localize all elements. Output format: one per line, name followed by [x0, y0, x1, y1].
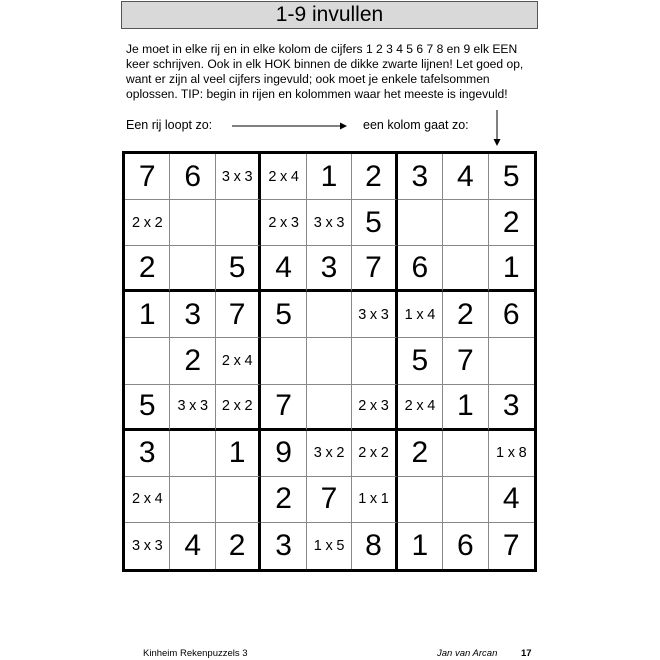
grid-cell-r7-c8[interactable]: [443, 431, 488, 477]
grid-cell-r2-c6: [352, 200, 397, 246]
grid-cell-r2-c4: [261, 200, 306, 246]
grid-cell-r8-c3[interactable]: [216, 477, 261, 523]
grid-cell-r9-c4: [261, 523, 306, 569]
column-direction-label: een kolom gaat zo:: [363, 118, 469, 132]
grid-cell-r4-c9: [489, 292, 534, 338]
grid-cell-r5-c8: [443, 338, 488, 384]
cell-multiplication: 1 x 4: [404, 306, 436, 323]
grid-cell-r7-c1: [125, 431, 170, 477]
grid-cell-r6-c6: [352, 385, 397, 431]
grid-cell-r6-c2: [170, 385, 215, 431]
cell-digit: 8: [365, 528, 382, 562]
grid-cell-r6-c5[interactable]: [307, 385, 352, 431]
cell-digit: 4: [275, 250, 292, 284]
cell-multiplication: 1 x 8: [496, 445, 527, 462]
grid-cell-r9-c3: [216, 523, 261, 569]
grid-cell-r7-c5: [307, 431, 352, 477]
cell-digit: 2: [365, 159, 382, 193]
grid-cell-r1-c9: [489, 154, 534, 200]
grid-cell-r3-c1: [125, 246, 170, 292]
cell-multiplication: 3 x 2: [313, 445, 345, 462]
cell-multiplication: 2 x 2: [132, 214, 163, 231]
cell-digit: 6: [456, 528, 474, 562]
row-direction-label: Een rij loopt zo:: [126, 118, 213, 132]
grid-cell-r4-c8: [443, 292, 488, 338]
column-arrow-icon: [492, 110, 502, 146]
grid-cell-r1-c4: [261, 154, 306, 200]
grid-cell-r2-c9: [489, 200, 534, 246]
grid-cell-r5-c2: [170, 338, 215, 384]
cell-digit: 2: [456, 297, 474, 331]
row-arrow-icon: [232, 121, 347, 131]
page-title: 1-9 invullen: [275, 3, 384, 26]
grid-cell-r1-c1: [125, 154, 170, 200]
cell-digit: 1: [320, 159, 338, 193]
cell-multiplication: 2 x 2: [221, 398, 253, 415]
grid-cell-r8-c8[interactable]: [443, 477, 488, 523]
cell-digit: 3: [320, 250, 338, 284]
instructions-text: Je moet in elke rij en in elke kolom de cijfers 1 2 3 4 5 6 7 8 en 9 elk EEN keer schrijven. Ook in elk HOK binnen de dikke zwarte lijnen! Let goed op, want er zijn al veel cijfers ingevuld; ook moet je enkele tafelsommen oplossen. TIP: begin in rijen en kolommen waar het meeste is ingevuld!: [126, 42, 524, 101]
cell-digit: 7: [320, 482, 338, 516]
cell-digit: 5: [502, 159, 520, 193]
cell-digit: 7: [138, 159, 156, 193]
grid-cell-r9-c6: [352, 523, 397, 569]
grid-cell-r2-c2[interactable]: [170, 200, 215, 246]
cell-digit: 7: [456, 343, 474, 377]
grid-cell-r6-c9: [489, 385, 534, 431]
grid-cell-r2-c1: [125, 200, 170, 246]
grid-cell-r1-c8: [443, 154, 488, 200]
footer-book-title: Kinheim Rekenpuzzels 3: [143, 648, 248, 659]
cell-multiplication: 3 x 3: [221, 168, 253, 185]
grid-cell-r1-c5: [307, 154, 352, 200]
cell-digit: 5: [411, 343, 429, 377]
grid-cell-r4-c6: [352, 292, 397, 338]
grid-cell-r3-c8[interactable]: [443, 246, 488, 292]
cell-multiplication: 2 x 3: [358, 398, 389, 415]
cell-digit: 2: [502, 205, 520, 239]
cell-digit: 6: [502, 297, 520, 331]
grid-cell-r6-c3: [216, 385, 261, 431]
cell-digit: 7: [275, 389, 292, 423]
cell-digit: 2: [228, 528, 246, 562]
cell-digit: 3: [411, 159, 429, 193]
cell-digit: 1: [138, 297, 156, 331]
cell-digit: 1: [228, 436, 246, 470]
cell-multiplication: 2 x 3: [268, 214, 299, 231]
grid-cell-r7-c4: [261, 431, 306, 477]
grid-cell-r7-c2[interactable]: [170, 431, 215, 477]
grid-cell-r2-c5: [307, 200, 352, 246]
grid-cell-r3-c4: [261, 246, 306, 292]
grid-cell-r7-c3: [216, 431, 261, 477]
cell-digit: 9: [275, 436, 292, 470]
grid-cell-r4-c5[interactable]: [307, 292, 352, 338]
grid-cell-r3-c2[interactable]: [170, 246, 215, 292]
grid-cell-r3-c5: [307, 246, 352, 292]
cell-multiplication: 3 x 3: [177, 398, 208, 415]
grid-cell-r9-c1: [125, 523, 170, 569]
grid-cell-r7-c9: [489, 431, 534, 477]
grid-cell-r3-c6: [352, 246, 397, 292]
cell-multiplication: 2 x 4: [132, 491, 163, 508]
grid-cell-r8-c5: [307, 477, 352, 523]
cell-digit: 1: [456, 389, 474, 423]
cell-digit: 3: [138, 436, 156, 470]
cell-digit: 4: [184, 528, 201, 562]
cell-digit: 5: [138, 389, 156, 423]
grid-cell-r6-c4: [261, 385, 306, 431]
grid-cell-r8-c7[interactable]: [398, 477, 443, 523]
grid-cell-r4-c7: [398, 292, 443, 338]
grid-cell-r1-c7: [398, 154, 443, 200]
grid-cell-r5-c9[interactable]: [489, 338, 534, 384]
cell-multiplication: 1 x 5: [313, 537, 345, 554]
cell-digit: 7: [228, 297, 246, 331]
cell-digit: 6: [184, 159, 201, 193]
grid-cell-r9-c5: [307, 523, 352, 569]
grid-cell-r8-c2[interactable]: [170, 477, 215, 523]
grid-cell-r5-c6[interactable]: [352, 338, 397, 384]
grid-cell-r3-c3: [216, 246, 261, 292]
grid-cell-r8-c6: [352, 477, 397, 523]
cell-multiplication: 2 x 4: [268, 168, 299, 185]
grid-cell-r6-c7: [398, 385, 443, 431]
cell-multiplication: 3 x 3: [132, 537, 163, 554]
grid-cell-r8-c1: [125, 477, 170, 523]
grid-cell-r4-c4: [261, 292, 306, 338]
cell-digit: 3: [275, 528, 292, 562]
cell-multiplication: 3 x 3: [358, 306, 389, 323]
grid-cell-r9-c7: [398, 523, 443, 569]
cell-digit: 5: [365, 205, 382, 239]
page-number: 17: [521, 648, 532, 659]
grid-cell-r1-c3: [216, 154, 261, 200]
grid-cell-r1-c2: [170, 154, 215, 200]
cell-digit: 5: [275, 297, 292, 331]
grid-cell-r5-c4[interactable]: [261, 338, 306, 384]
cell-digit: 7: [365, 250, 382, 284]
cell-digit: 7: [502, 528, 520, 562]
grid-cell-r7-c6: [352, 431, 397, 477]
cell-digit: 2: [275, 482, 292, 516]
grid-cell-r4-c1: [125, 292, 170, 338]
cell-multiplication: 3 x 3: [313, 214, 345, 231]
cell-digit: 2: [411, 436, 429, 470]
grid-cell-r5-c1[interactable]: [125, 338, 170, 384]
cell-digit: 6: [411, 250, 429, 284]
grid-cell-r9-c9: [489, 523, 534, 569]
grid-cell-r1-c6: [352, 154, 397, 200]
cell-digit: 4: [456, 159, 474, 193]
cell-digit: 4: [502, 482, 520, 516]
cell-digit: 2: [184, 343, 201, 377]
grid-cell-r5-c5[interactable]: [307, 338, 352, 384]
grid-cell-r8-c4: [261, 477, 306, 523]
grid-cell-r2-c7[interactable]: [398, 200, 443, 246]
cell-multiplication: 2 x 4: [221, 352, 253, 369]
cell-digit: 3: [184, 297, 201, 331]
grid-cell-r2-c8[interactable]: [443, 200, 488, 246]
cell-digit: 5: [228, 250, 246, 284]
grid-cell-r7-c7: [398, 431, 443, 477]
grid-cell-r5-c3: [216, 338, 261, 384]
cell-multiplication: 2 x 2: [358, 445, 389, 462]
sudoku-grid: [122, 151, 537, 572]
grid-cell-r3-c7: [398, 246, 443, 292]
grid-cell-r6-c8: [443, 385, 488, 431]
cell-multiplication: 2 x 4: [404, 398, 436, 415]
grid-cell-r5-c7: [398, 338, 443, 384]
cell-digit: 1: [411, 528, 429, 562]
cell-digit: 1: [502, 250, 520, 284]
grid-cell-r9-c2: [170, 523, 215, 569]
footer-author: Jan van Arcan: [437, 648, 498, 659]
grid-cell-r4-c3: [216, 292, 261, 338]
page-title-bar: [121, 1, 538, 29]
grid-cell-r9-c8: [443, 523, 488, 569]
grid-cell-r4-c2: [170, 292, 215, 338]
grid-cell-r6-c1: [125, 385, 170, 431]
cell-multiplication: 1 x 1: [358, 491, 389, 508]
grid-cell-r2-c3[interactable]: [216, 200, 261, 246]
cell-digit: 3: [502, 389, 520, 423]
grid-cell-r3-c9: [489, 246, 534, 292]
cell-digit: 2: [138, 250, 156, 284]
grid-cell-r8-c9: [489, 477, 534, 523]
